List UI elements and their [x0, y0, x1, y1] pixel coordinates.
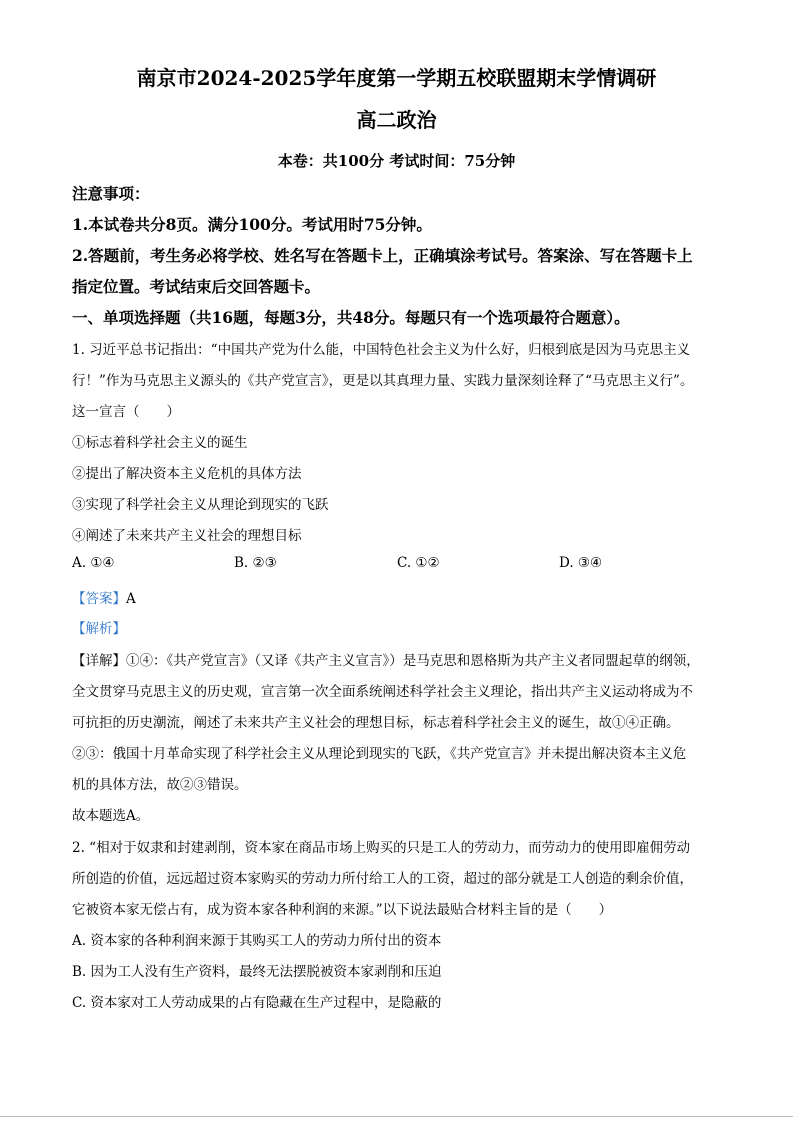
detail-text: ①④：《共产党宣言》（又译《共产主义宣言》）是马克思和恩格斯为共产主义者同盟起草的纲领， — [126, 653, 700, 669]
q1-option-a: A. ①④ — [72, 555, 115, 571]
notes-item-1: 1.本试卷共分8页。满分100分。考试用时75分钟。 — [72, 215, 432, 234]
q1-detail-line-1 — [72, 649, 700, 669]
q2-option-a: A. 资本家的各种利润来源于其购买工人的劳动力所付出的资本 — [72, 933, 442, 949]
q1-statement: ①标志着科学社会主义的诞生 — [72, 435, 248, 451]
q1-conclusion: 故本题选A。 — [72, 808, 150, 824]
q1-option-d: D. ③④ — [559, 555, 603, 571]
analysis-tag: 【解析】 — [72, 621, 126, 637]
q2-stem-line-1: 2. “相对于奴隶和封建剥削，资本家在商品市场上购买的只是工人的劳动力，而劳动力的使用即雇佣劳动 — [72, 840, 691, 856]
q1-stem-line-2: 行！”作为马克思主义源头的《共产党宣言》，更是以其真理力量、实践力量深刻诠释了“马克思主义行”。 — [72, 373, 694, 389]
q1-stem-line-1: 1. 习近平总书记指出：“中国共产党为什么能，中国特色社会主义为什么好，归根到底是因为马克思主义 — [72, 342, 691, 358]
exam-title: 南京市2024-2025学年度第一学期五校联盟期末学情调研 — [136, 66, 657, 90]
q2-option-c: C. 资本家对工人劳动成果的占有隐藏在生产过程中，是隐蔽的 — [72, 995, 442, 1011]
detail-tag: 【详解】 — [72, 653, 126, 669]
answer-tag: 【答案】 — [72, 591, 126, 607]
q1-stem-line-3: 这一宣言（ ） — [72, 404, 180, 420]
q1-detail-line-5: 机的具体方法，故②③错误。 — [72, 777, 248, 793]
notes-heading: 注意事项： — [72, 184, 150, 203]
q1-detail-line-2: 全文贯穿马克思主义的历史观，宣言第一次全面系统阐述科学社会主义理论，指出共产主义运动将成为不 — [72, 684, 693, 700]
q1-option-c: C. ①② — [397, 555, 440, 571]
notes-item-2-line-2: 指定位置。考试结束后交回答题卡。 — [72, 277, 321, 296]
page-bottom-rule — [0, 1116, 793, 1117]
section-1-heading: 一、单项选择题（共16题，每题3分，共48分。每题只有一个选项最符合题意）。 — [72, 308, 630, 327]
q2-stem-line-3: 它被资本家无偿占有，成为资本家各种利润的来源。”以下说法最贴合材料主旨的是（ ） — [72, 902, 613, 918]
q1-detail-line-4: ②③：俄国十月革命实现了科学社会主义从理论到现实的飞跃，《共产党宣言》并未提出解决资本主义危 — [72, 746, 687, 762]
q1-detail-line-3: 可抗拒的历史潮流，阐述了未来共产主义社会的理想目标，标志着科学社会主义的诞生，故①④正确。 — [72, 715, 680, 731]
exam-info: 本卷：共100分 考试时间：75分钟 — [277, 152, 516, 170]
q2-option-b: B. 因为工人没有生产资料，最终无法摆脱被资本家剥削和压迫 — [72, 964, 442, 980]
q1-analysis — [72, 617, 126, 637]
q1-statement: ④阐述了未来共产主义社会的理想目标 — [72, 528, 302, 544]
answer-value: A — [126, 591, 136, 607]
q1-statement: ②提出了解决资本主义危机的具体方法 — [72, 466, 302, 482]
subject-title: 高二政治 — [356, 108, 437, 132]
q1-answer — [72, 587, 136, 607]
notes-item-2-line-1: 2.答题前，考生务必将学校、姓名写在答题卡上，正确填涂考试号。答案涂、写在答题卡上 — [72, 246, 693, 265]
q1-option-b: B. ②③ — [234, 555, 277, 571]
q1-statement: ③实现了科学社会主义从理论到现实的飞跃 — [72, 497, 329, 513]
q2-stem-line-2: 所创造的价值，远远超过资本家购买的劳动力所付给工人的工资，超过的部分就是工人创造的剩余价值， — [72, 871, 693, 887]
